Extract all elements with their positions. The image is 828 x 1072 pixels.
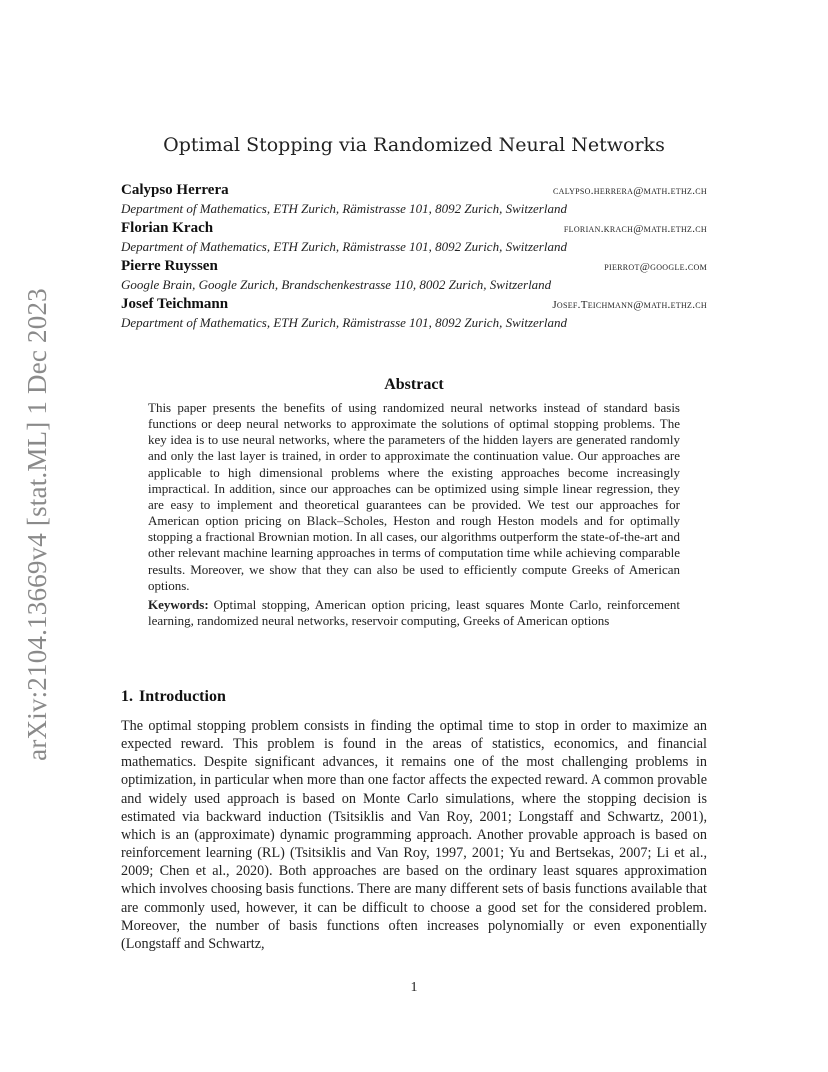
paper-title: Optimal Stopping via Randomized Neural Networks — [163, 134, 665, 156]
author-affiliation: Department of Mathematics, ETH Zurich, Rämistrasse 101, 8092 Zurich, Switzerland — [121, 239, 567, 254]
introduction-text: The optimal stopping problem consists in finding the optimal time to stop in order to maximize an expected reward. This problem is found in the areas of statistics, economics, and financial mathematics. Despite significant advances, it remains one of the most challenging problems in optimization, in particular when more than one factor affects the expected reward. A common provable and widely used approach is based on Monte Carlo simulations, where the stopping decision is estimated via backward induction (Tsitsiklis and Van Roy, 2001; Longstaff and Schwartz, 2001), which is an (approximate) dynamic programming approach. Another provable approach is based on reinforcement learning (RL) (Tsitsiklis and Van Roy, 1997, 2001; Yu and Bertsekas, 2007; Li et al., 2009; Chen et al., 2020). Both approaches are based on the ordinary least squares approximation which involves choosing basis functions. There are many different sets of basis functions available that are commonly used, however, it can be difficult to choose a good set for the considered problem. Moreover, the number of basis functions often increases polynomially or even exponentially (Longstaff and Schwartz, — [121, 718, 707, 952]
keywords-text: Optimal stopping, American option pricing, least squares Monte Carlo, reinforcement learning, randomized neural networks, reservoir computing, Greeks of American options — [148, 596, 680, 629]
author-email[interactable]: pierrot@google.com — [604, 261, 707, 273]
author-email[interactable]: Josef.Teichmann@math.ethz.ch — [552, 299, 707, 311]
abstract-body — [148, 400, 680, 629]
author-affiliation: Department of Mathematics, ETH Zurich, Rämistrasse 101, 8092 Zurich, Switzerland — [121, 201, 567, 216]
section-title: Introduction — [139, 688, 226, 705]
author-entry — [121, 220, 707, 255]
author-name: Florian Krach — [121, 220, 214, 236]
author-email[interactable]: florian.krach@math.ethz.ch — [563, 223, 707, 235]
section-heading — [121, 688, 226, 706]
keywords-label: Keywords: — [148, 596, 209, 612]
author-name: Josef Teichmann — [121, 296, 229, 312]
author-affiliation: Google Brain, Google Zurich, Brandschenkestrasse 110, 8002 Zurich, Switzerland — [121, 277, 552, 292]
arxiv-identifier-stamp — [17, 285, 57, 763]
author-email[interactable]: calypso.herrera@math.ethz.ch — [553, 185, 707, 197]
section-number: 1. — [121, 688, 133, 705]
keywords — [148, 597, 680, 629]
abstract-text: This paper presents the benefits of using randomized neural networks instead of standard basis functions or deep neural networks to approximate the solutions of optimal stopping problems. The key idea is to use neural networks, where the parameters of the hidden layers are generated randomly and only the last layer is trained, in order to approximate the continuation value. Our approaches are applicable to high dimensional problems where the existing approaches become increasingly impractical. In addition, since our approaches can be optimized using simple linear regression, they are easy to implement and theoretical guarantees can be provided. We test our approaches for American option pricing on Black–Scholes, Heston and rough Heston models and for optimally stopping a fractional Brownian motion. In all cases, our algorithms outperform the state-of-the-art and other relevant machine learning approaches in terms of computation time while achieving comparable results. Moreover, we show that they can also be used to efficiently compute Greeks of American options. — [148, 400, 680, 593]
author-entry — [121, 296, 707, 331]
page-number: 1 — [410, 980, 418, 995]
author-list — [121, 182, 707, 334]
abstract-heading: Abstract — [384, 376, 444, 393]
author-affiliation: Department of Mathematics, ETH Zurich, Rämistrasse 101, 8092 Zurich, Switzerland — [121, 315, 567, 330]
author-name: Pierre Ruyssen — [121, 258, 218, 274]
author-name: Calypso Herrera — [121, 182, 229, 198]
arxiv-id[interactable]: arXiv:2104.13669v4 [stat.ML] 1 Dec 2023 — [21, 287, 52, 761]
author-entry — [121, 182, 707, 217]
author-entry — [121, 258, 707, 293]
